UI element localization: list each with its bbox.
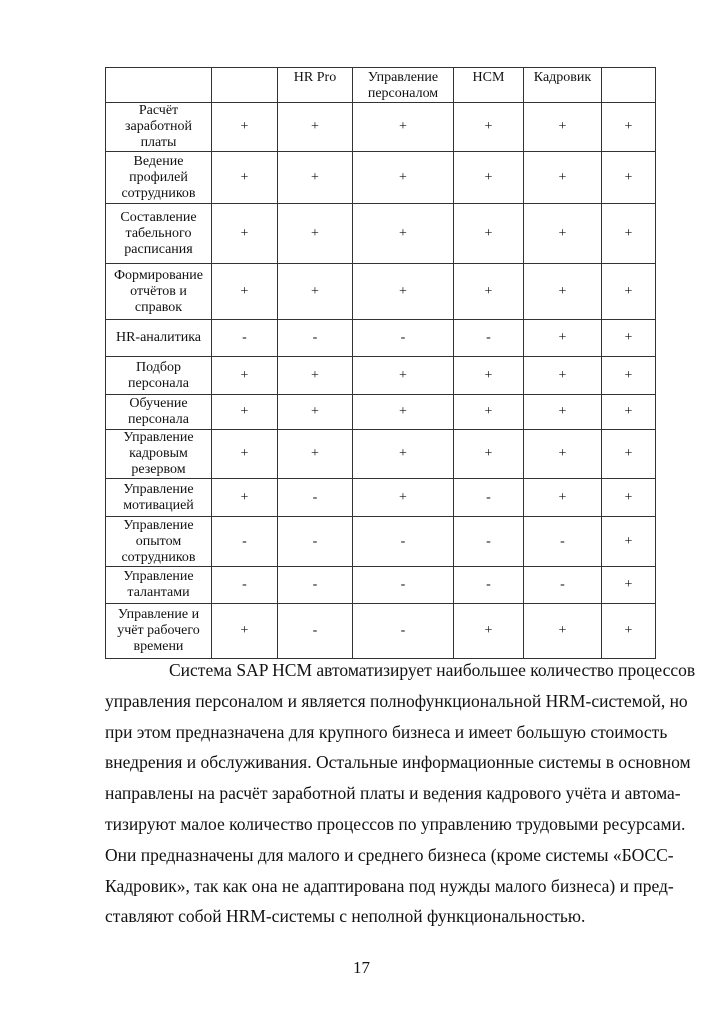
paragraph-line: Они предназначены для малого и среднего бизнеса (кроме системы «БОСС- (105, 844, 674, 865)
row-label: Ведение профилей сотрудников (106, 152, 212, 204)
table-cell: + (454, 357, 524, 395)
table-cell: + (278, 103, 353, 152)
paragraph-line: тизируют малое количество процессов по управлению трудовыми ресурсами. (105, 813, 686, 834)
table-cell: - (524, 567, 602, 604)
table-row (106, 567, 656, 604)
table-row (106, 430, 656, 479)
table-cell: + (353, 479, 454, 517)
table-cell: + (524, 264, 602, 320)
row-label: Управление мотивацией (106, 479, 212, 517)
table-cell: + (602, 395, 656, 430)
table-cell: - (278, 320, 353, 357)
table-cell: + (353, 204, 454, 264)
table-cell: + (524, 357, 602, 395)
column-header (212, 68, 278, 103)
column-header: HCM (454, 68, 524, 103)
table-cell: + (602, 320, 656, 357)
table-row (106, 395, 656, 430)
row-label: HR-аналитика (106, 320, 212, 357)
row-label: Расчёт заработной платы (106, 103, 212, 152)
column-header: Управление персоналом (353, 68, 454, 103)
paragraph-line: Кадровик», так как она не адаптирована под нужды малого бизнеса) и пред- (105, 875, 674, 896)
table-cell: - (212, 320, 278, 357)
row-label: Управление талантами (106, 567, 212, 604)
paragraph-line: при этом предназначена для крупного бизнеса и имеет большую стоимость (105, 721, 668, 742)
table-cell: - (353, 604, 454, 659)
table-cell: + (524, 320, 602, 357)
table-cell: + (353, 103, 454, 152)
table-cell: - (353, 567, 454, 604)
row-label: Управление кадровым резервом (106, 430, 212, 479)
table-cell: + (212, 152, 278, 204)
table-cell: + (524, 395, 602, 430)
table-row (106, 357, 656, 395)
table-cell: - (353, 517, 454, 567)
table-cell: - (454, 479, 524, 517)
row-label: Обучение персонала (106, 395, 212, 430)
table-cell: + (212, 264, 278, 320)
table-row (106, 479, 656, 517)
column-header (106, 68, 212, 103)
table-row (106, 264, 656, 320)
table-cell: - (524, 517, 602, 567)
table-cell: + (353, 395, 454, 430)
table-cell: - (454, 517, 524, 567)
table-cell: + (353, 152, 454, 204)
page-number: 17 (353, 958, 370, 977)
table-cell: + (602, 103, 656, 152)
table-cell: + (602, 567, 656, 604)
table-cell: + (454, 264, 524, 320)
table-cell: + (278, 204, 353, 264)
table-cell: - (212, 517, 278, 567)
paragraph-line: внедрения и обслуживания. Остальные информационные системы в основном (105, 752, 691, 773)
table-cell: + (524, 152, 602, 204)
body-paragraph (105, 655, 696, 932)
table-row (106, 103, 656, 152)
table-cell: + (278, 357, 353, 395)
table-cell: - (454, 320, 524, 357)
table-cell: + (602, 604, 656, 659)
table-cell: - (278, 479, 353, 517)
table-cell: + (602, 517, 656, 567)
table-cell: + (454, 152, 524, 204)
table-cell: + (454, 204, 524, 264)
table-cell: + (454, 103, 524, 152)
table-cell: + (602, 357, 656, 395)
table-cell: + (524, 204, 602, 264)
table-cell: + (212, 395, 278, 430)
paragraph-line: направлены на расчёт заработной платы и ведения кадрового учёта и автома- (105, 783, 681, 804)
table-cell: + (278, 395, 353, 430)
table-cell: + (278, 430, 353, 479)
table-cell: + (602, 430, 656, 479)
table-row (106, 152, 656, 204)
table-cell: + (524, 103, 602, 152)
table-cell: + (212, 479, 278, 517)
table-cell: - (212, 567, 278, 604)
table-row (106, 320, 656, 357)
table-cell: - (278, 604, 353, 659)
table-header-row (106, 68, 656, 103)
table-cell: + (212, 204, 278, 264)
table-cell: + (602, 152, 656, 204)
table-cell: + (212, 430, 278, 479)
table-row (106, 604, 656, 659)
column-header: HR Pro (278, 68, 353, 103)
table-cell: + (212, 103, 278, 152)
table-cell: + (353, 357, 454, 395)
table-cell: + (353, 264, 454, 320)
table-cell: + (212, 604, 278, 659)
table-cell: + (278, 264, 353, 320)
table-cell: + (524, 430, 602, 479)
row-label: Подбор персонала (106, 357, 212, 395)
row-label: Формирование отчётов и справок (106, 264, 212, 320)
table-cell: + (353, 430, 454, 479)
paragraph-line: ставляют собой HRM-системы с неполной функциональностью. (105, 906, 586, 927)
table-cell: + (602, 479, 656, 517)
table-cell: - (454, 567, 524, 604)
paragraph-line: Система SAP HCM автоматизирует наибольшее количество процессов (169, 660, 696, 680)
column-header (602, 68, 656, 103)
row-label: Составление табельного расписания (106, 204, 212, 264)
row-label: Управление опытом сотрудников (106, 517, 212, 567)
paragraph-line: управления персоналом и является полнофункциональной HRM-системой, но (105, 690, 688, 711)
table-cell: + (524, 604, 602, 659)
column-header: Кадровик (524, 68, 602, 103)
table-cell: + (454, 604, 524, 659)
table-cell: + (454, 395, 524, 430)
table-cell: + (278, 152, 353, 204)
table-cell: - (278, 517, 353, 567)
table-row (106, 204, 656, 264)
table-row (106, 517, 656, 567)
table-cell: + (454, 430, 524, 479)
table-cell: + (212, 357, 278, 395)
table-cell: - (353, 320, 454, 357)
row-label: Управление и учёт рабочего времени (106, 604, 212, 659)
table-cell: + (602, 204, 656, 264)
table-cell: + (602, 264, 656, 320)
table-cell: - (278, 567, 353, 604)
comparison-table (105, 67, 656, 659)
table-cell: + (524, 479, 602, 517)
